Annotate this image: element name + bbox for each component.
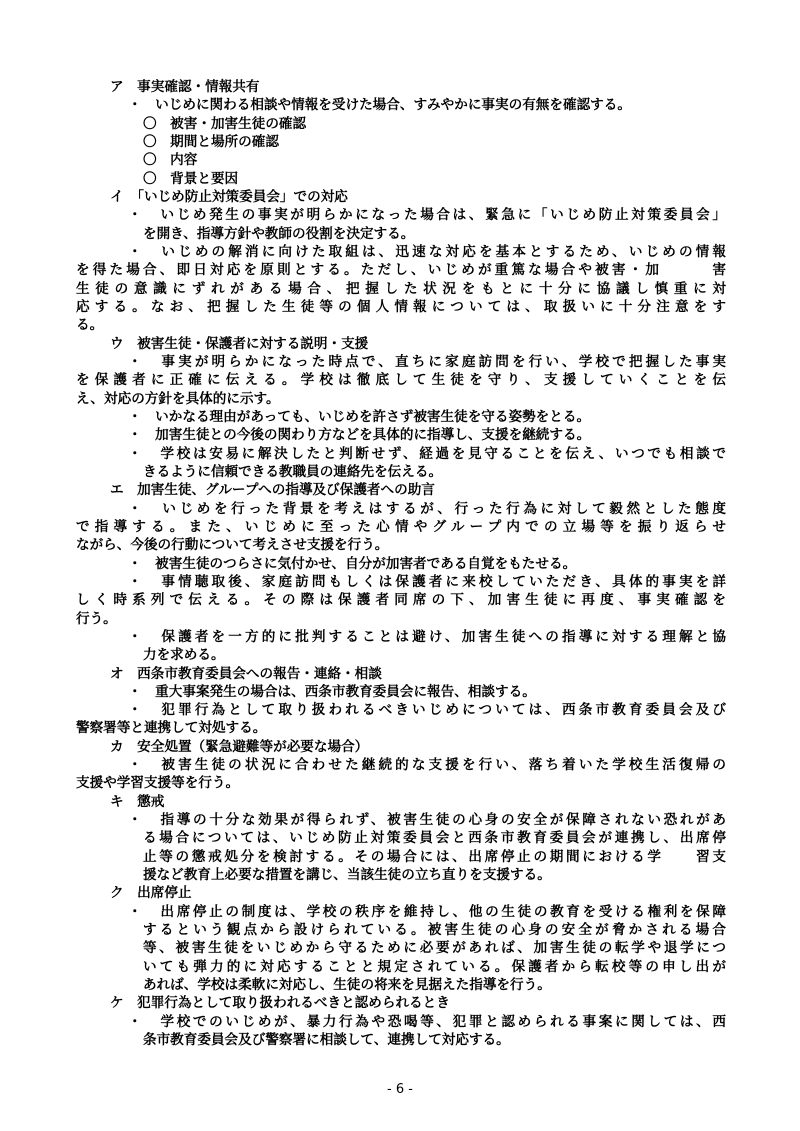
heading-ki: キ 懲戒 [110,793,165,810]
text-line: 等、被害生徒をいじめから守るために必要があれば、加害生徒の転学や退学につ [143,940,726,957]
text-line: る。 [76,317,104,334]
text-line: る場合については、いじめ防止対策委員会と西条市教育委員会が連携し、出席停 [143,830,726,847]
text-line: 生徒の意識にずれがある場合、把握した状況をもとに十分に協議し慎重に対 [76,280,726,297]
text-line: 応する。なお、把握した生徒等の個人情報については、取扱いに十分注意をす [76,298,726,315]
text-line: え、対応の方針を具体的に示す。 [76,390,280,407]
bullet-line: ・ 加害生徒との今後の関わり方などを具体的に指導し、支援を継続する。 [128,427,591,444]
text-line: を保護者に正確に伝える。学校は徹底して生徒を守り、支援していくことを伝 [76,372,726,389]
heading-i: イ 「いじめ防止対策委員会」での対応 [110,189,348,205]
bullet-line: ・ いかなる理由があっても、いじめを許さず被害生徒を守る姿勢をとる。 [128,408,591,425]
text-line: 止等の懲戒処分を検討する。その場合には、出席停止の期間における学 習支 [143,848,726,865]
heading-e: エ 加害生徒、グループへの指導及び保護者への助言 [110,482,435,499]
text-line: 援など教育上必要な措置を講じ、当該生徒の立ち直りを支援する。 [143,867,551,884]
heading-o: オ 西条市教育委員会への報告・連絡・相談 [110,665,382,682]
heading-ku: ク 出席停止 [110,885,192,902]
bullet-line: ・ いじめに関わる相談や情報を受けた場合、すみやかに事実の有無を確認する。 [128,97,631,114]
circle-item: 〇 内容 [143,152,198,169]
text-line: 行う。 [76,610,117,627]
bullet-line: ・ いじめ発生の事実が明らかになった場合は、緊急に「いじめ防止対策委員会」 [128,207,726,224]
circle-item: 〇 背景と要因 [143,170,239,187]
bullet-line: ・ 事情聴取後、家庭訪問もしくは保護者に来校していただき、具体的事実を詳 [128,573,726,590]
bullet-line: ・ 保護者を一方的に批判することは避け、加害生徒への指導に対する理解と協 [128,628,726,645]
text-line: で指導する。また、いじめに至った心情やグループ内での立場等を振り返らせ [76,518,726,535]
page-number: - 6 - [387,1082,413,1097]
heading-ke: ケ 犯罪行為として取り扱われるべきと認められるとき [110,995,450,1012]
text-line: 警察署等と連携して対処する。 [76,720,267,737]
text-line: するという観点から設けられている。被害生徒の心身の安全が脅かされる場合 [143,922,726,938]
bullet-line: ・ いじめの解消に向けた取組は、迅速な対応を基本とするため、いじめの情報 [128,243,726,260]
text-line: を開き、指導方針や教師の役割を決定する。 [143,225,415,242]
text-line: を得た場合、即日対応を原則とする。ただし、いじめが重篤な場合や被害・加 害 [76,262,726,279]
bullet-line: ・ 被害生徒の状況に合わせた継続的な支援を行い、落ち着いた学校生活復帰の [128,757,726,774]
bullet-line: ・ 学校でのいじめが、暴力行為や恐喝等、犯罪と認められる事案に関しては、西 [128,1013,726,1030]
text-line: しく時系列で伝える。その際は保護者同席の下、加害生徒に再度、事実確認を [76,592,726,609]
bullet-line: ・ 犯罪行為として取り扱われるべきいじめについては、西条市教育委員会及び [128,702,726,719]
text-line: ながら、今後の行動について考えさせ支援を行う。 [76,537,389,554]
circle-item: 〇 被害・加害生徒の確認 [143,115,307,132]
heading-u: ウ 被害生徒・保護者に対する説明・支援 [110,335,369,352]
heading-ka: カ 安全処置（緊急避難等が必要な場合） [110,738,369,755]
bullet-line: ・ 学校は安易に解決したと判断せず、経過を見守ることを伝え、いつでも相談で [128,445,726,462]
text-line: 支援や学習支援等を行う。 [76,775,240,792]
text-line: いても弾力的に対応することと規定されている。保護者から転校等の申し出が [143,958,726,975]
bullet-line: ・ 重大事案発生の場合は、西条市教育委員会に報告、相談する。 [128,683,536,700]
text-line: 力を求める。 [143,647,225,664]
bullet-line: ・ 出席停止の制度は、学校の秩序を維持し、他の生徒の教育を受ける権利を保障 [128,903,726,920]
bullet-line: ・ 指導の十分な効果が得られず、被害生徒の心身の安全が保障されない恐れがあ [128,812,726,829]
text-line: きるように信頼できる教職員の連絡先を伝える。 [143,463,443,480]
text-line: あれば、学校は柔軟に対応し、生徒の将来を見据えた指導を行う。 [143,977,551,993]
heading-a: ア 事実確認・情報共有 [110,79,260,95]
circle-item: 〇 期間と場所の確認 [143,134,279,150]
bullet-line: ・ いじめを行った背景を考えはするが、行った行為に対して毅然とした態度 [128,500,726,517]
bullet-line: ・ 被害生徒のつらさに気付かせ、自分が加害者である自覚をもたせる。 [128,555,577,572]
text-line: 条市教育委員会及び警察署に相談して、連携して対応する。 [143,1032,510,1048]
bullet-line: ・ 事実が明らかになった時点で、直ちに家庭訪問を行い、学校で把握した事実 [128,353,726,370]
